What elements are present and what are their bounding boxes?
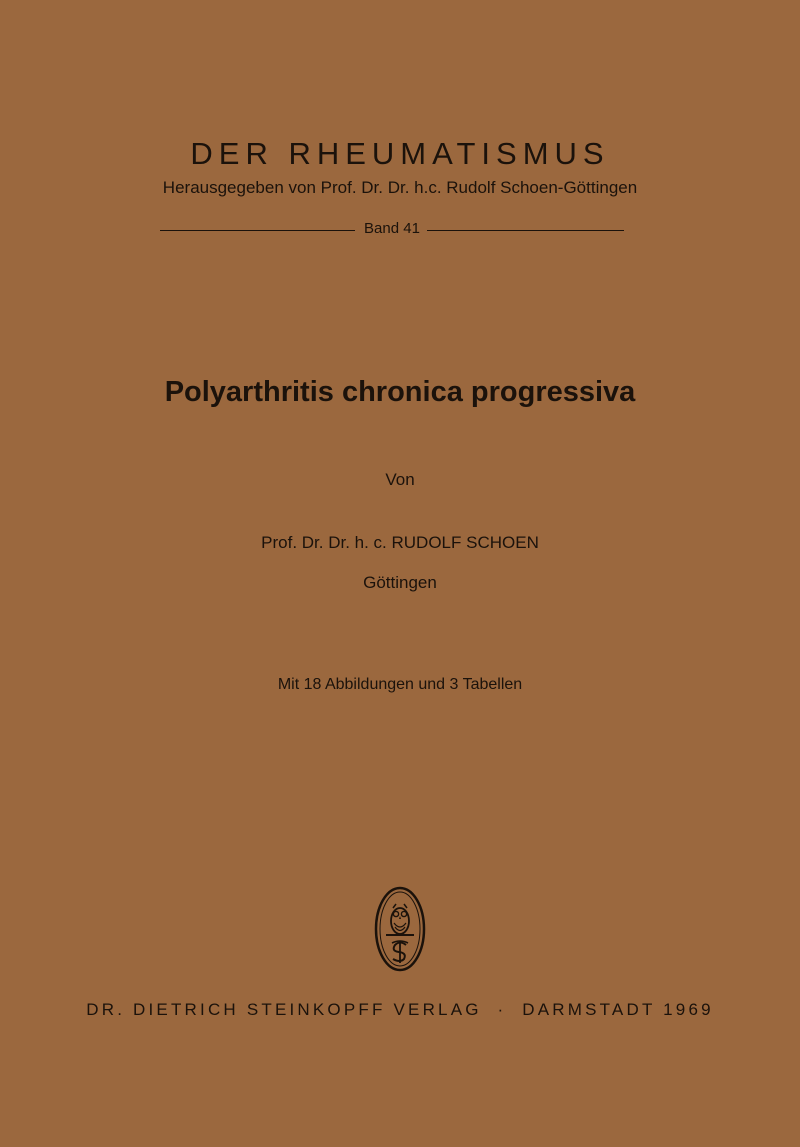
figures-note: Mit 18 Abbildungen und 3 Tabellen (277, 676, 523, 693)
by-label: Von (385, 470, 415, 489)
owl-emblem-icon (372, 885, 428, 973)
book-title: Polyarthritis chronica progressiva (164, 376, 636, 408)
series-title: DER RHEUMATISMUS (190, 136, 610, 171)
band-line (160, 222, 624, 238)
author-name: Prof. Dr. Dr. h. c. RUDOLF SCHOEN (261, 533, 539, 552)
series-editor: Herausgegeben von Prof. Dr. Dr. h.c. Rudolf Schoen-Göttingen (162, 178, 638, 197)
band-number: Band 41 (364, 220, 420, 237)
publisher-line: DR. DIETRICH STEINKOPFF VERLAG · DARMSTADT 1969 (86, 1000, 714, 1019)
author-city: Göttingen (363, 573, 437, 592)
right-rule (427, 230, 624, 231)
